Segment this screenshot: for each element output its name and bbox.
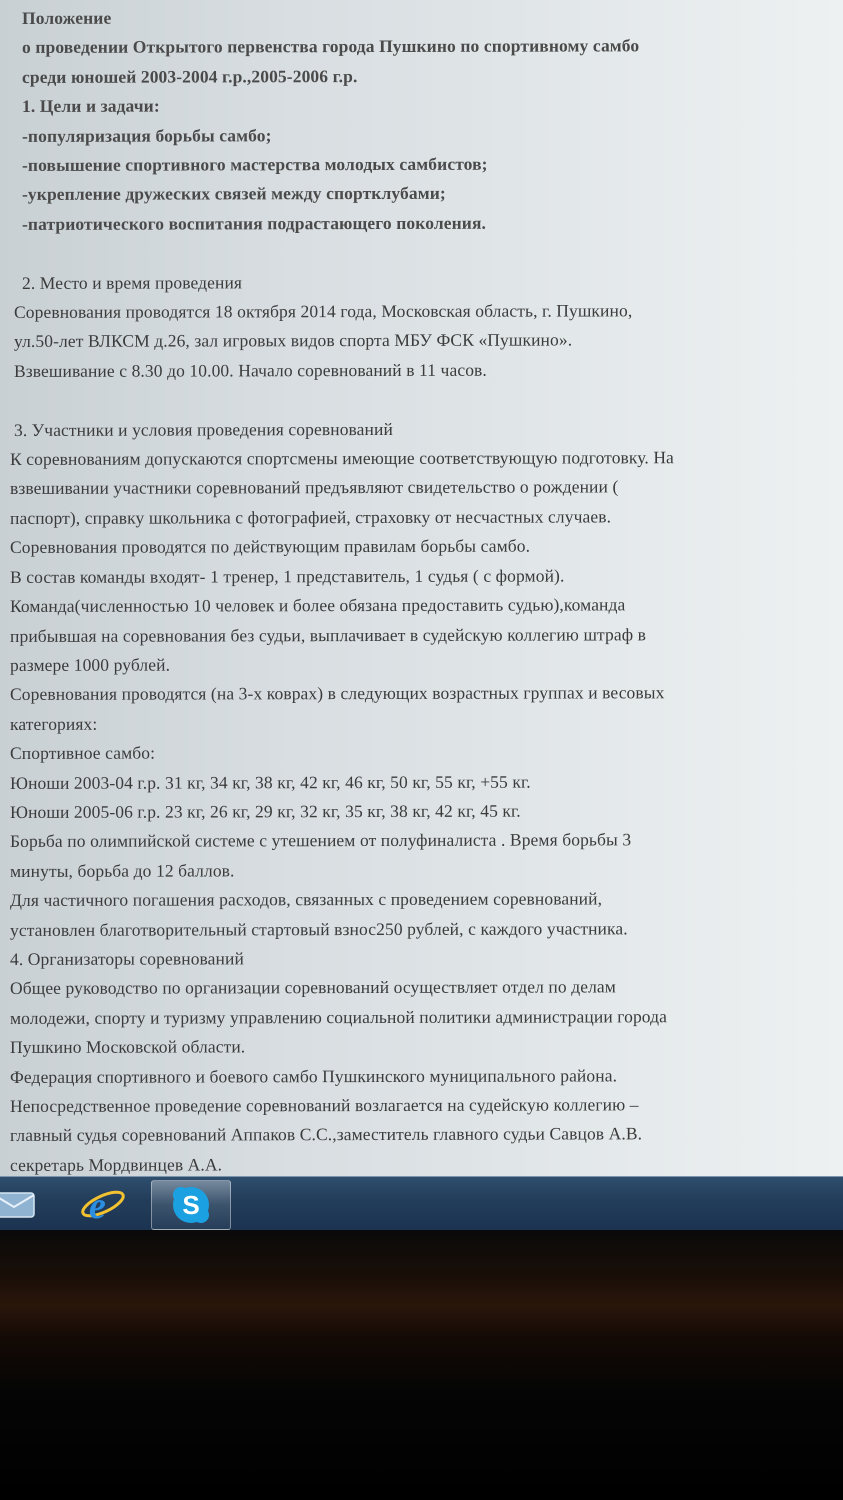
paragraph-line: секретарь Мордвинцев А.А. bbox=[10, 1154, 223, 1175]
skype-icon bbox=[169, 1183, 213, 1227]
paragraph-line: минуты, борьба до 12 баллов. bbox=[10, 860, 235, 881]
paragraph-line: Взвешивание с 8.30 до 10.00. Начало соревнований в 11 часов. bbox=[14, 359, 487, 381]
internet-explorer-icon bbox=[78, 1181, 128, 1227]
section-heading: 1. Цели и задачи: bbox=[22, 95, 160, 117]
blank-line bbox=[10, 237, 674, 268]
paragraph-line: главный судья соревнований Аппаков С.С.,заместитель главного судьи Савцов А.В. bbox=[10, 1123, 643, 1146]
monitor-bezel bbox=[0, 1230, 843, 1500]
paragraph-line: установлен благотворительный стартовый взнос250 рублей, с каждого участника. bbox=[10, 917, 628, 940]
paragraph-line: Федерация спортивного и боевого самбо Пушкинского муниципального района. bbox=[10, 1064, 618, 1087]
svg-text:e: e bbox=[89, 1185, 106, 1227]
list-item: -повышение спортивного мастерства молодых самбистов; bbox=[22, 153, 488, 175]
paragraph-line: В состав команды входят- 1 тренер, 1 представитель, 1 судья ( с формой). bbox=[10, 565, 565, 587]
section-heading: 2. Место и время проведения bbox=[22, 272, 243, 293]
paragraph-line: Юноши 2003-04 г.р. 31 кг, 34 кг, 38 кг, 42 кг, 46 кг, 50 кг, 55 кг, +55 кг. bbox=[10, 771, 531, 793]
paragraph-line: категориях: bbox=[10, 713, 98, 734]
taskbar-ie-button[interactable] bbox=[70, 1180, 136, 1228]
mail-icon bbox=[0, 1187, 40, 1221]
paragraph-line: Для частичного погашения расходов, связанных с проведением соревнований, bbox=[10, 888, 603, 911]
paragraph-line: Пушкино Московской области. bbox=[10, 1036, 246, 1058]
paragraph-line: Общее руководство по организации соревнований осуществляет отдел по делам bbox=[10, 976, 616, 999]
paragraph-line: молодежи, спорту и туризму управлению социальной политики администрации города bbox=[10, 1006, 668, 1028]
paragraph-line: Соревнования проводятся по действующим правилам борьбы самбо. bbox=[10, 535, 531, 558]
paragraph-line: Юноши 2005-06 г.р. 23 кг, 26 кг, 29 кг, 32 кг, 35 кг, 38 кг, 42 кг, 45 кг. bbox=[10, 800, 521, 822]
paragraph-line: паспорт), справку школьника с фотографией, страховку от несчастных случаев. bbox=[10, 506, 612, 528]
document-subtitle: среди юношей 2003-2004 г.р.,2005-2006 г.р. bbox=[22, 65, 358, 87]
taskbar-skype-button[interactable] bbox=[151, 1180, 231, 1230]
paragraph-line: Спортивное самбо: bbox=[10, 742, 156, 764]
taskbar bbox=[0, 1176, 843, 1231]
document-title: Положение bbox=[22, 7, 112, 28]
document-subtitle: о проведении Открытого первенства города Пушкино по спортивному самбо bbox=[22, 35, 640, 58]
paragraph-line: К соревнованиям допускаются спортсмены имеющие соответствующую подготовку. На bbox=[10, 447, 674, 470]
list-item: -патриотического воспитания подрастающего поколения. bbox=[22, 212, 487, 234]
paragraph-line: ул.50-лет ВЛКСМ д.26, зал игровых видов спорта МБУ ФСК «Пушкино». bbox=[14, 329, 573, 352]
list-item: -укрепление дружеских связей между спортклубами; bbox=[22, 183, 446, 205]
section-heading: 3. Участники и условия проведения соревнований bbox=[14, 418, 393, 440]
paragraph-line: Борьба по олимпийской системе с утешением от полуфиналиста . Время борьбы 3 bbox=[10, 829, 632, 852]
paragraph-line: взвешивании участники соревнований предъявляют свидетельство о рождении ( bbox=[10, 476, 619, 499]
paragraph-line: размере 1000 рублей. bbox=[10, 654, 171, 675]
paragraph-line: Команда(численностью 10 человек и более обязана предоставить судью),команда bbox=[10, 594, 626, 617]
paragraph-line: прибывшая на соревнования без судьи, выплачивает в судейскую коллегию штраф в bbox=[10, 623, 646, 646]
paragraph-line: Соревнования проводятся (на 3-х коврах) в следующих возрастных группах и весовых bbox=[10, 682, 665, 705]
list-item: -популяризация борьбы самбо; bbox=[22, 124, 272, 146]
section-heading: 4. Организаторы соревнований bbox=[10, 948, 244, 969]
paragraph-line: Непосредственное проведение соревнований возлагается на судейскую коллегию – bbox=[10, 1094, 639, 1116]
svg-text:S: S bbox=[182, 1190, 200, 1220]
taskbar-mail-button[interactable] bbox=[0, 1180, 40, 1228]
paragraph-line: Соревнования проводятся 18 октября 2014 года, Московская область, г. Пушкино, bbox=[14, 300, 633, 323]
blank-line bbox=[10, 385, 674, 416]
